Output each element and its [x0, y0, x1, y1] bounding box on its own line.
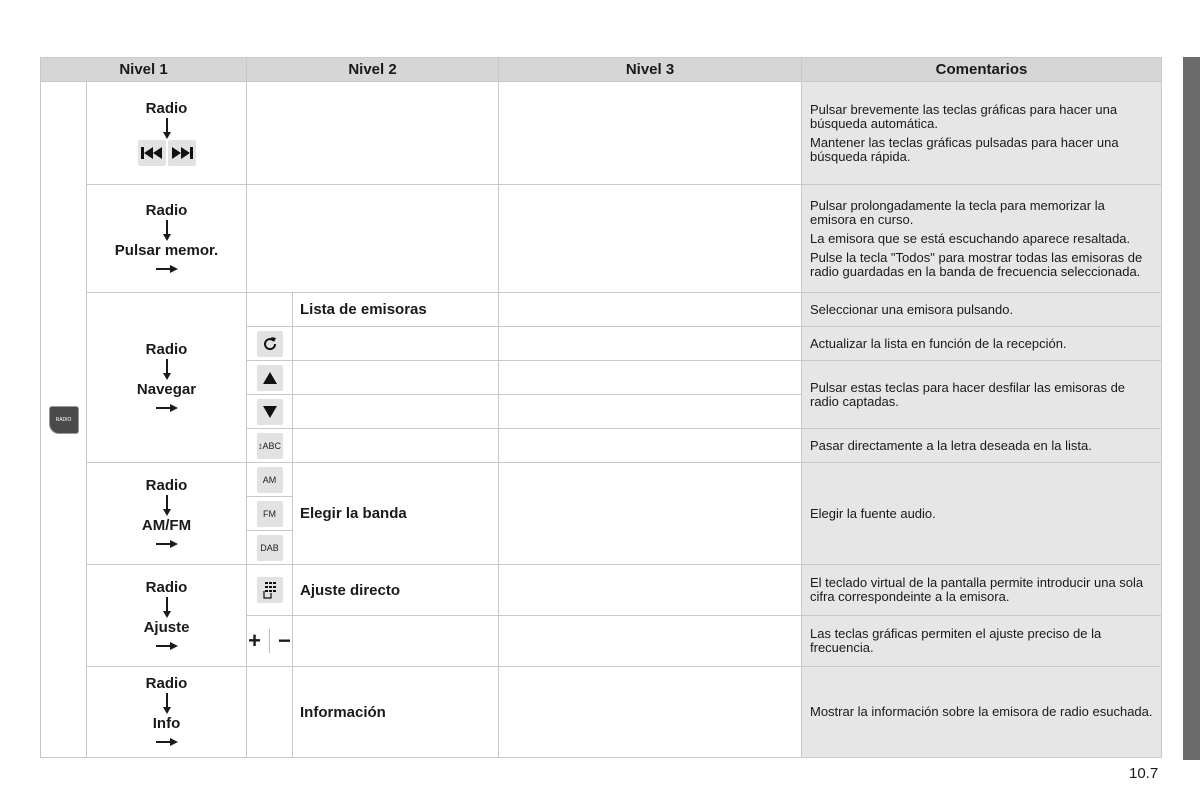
- level3-empty: [499, 361, 802, 395]
- comment-keypad: [802, 565, 1162, 616]
- level3-empty: [499, 293, 802, 327]
- arrow-right-icon: [156, 537, 178, 551]
- arrow-right-icon: [156, 262, 178, 276]
- level2-empty: [293, 361, 499, 395]
- comment-text: Las teclas gráficas permiten el ajuste preciso de la frecuencia.: [810, 626, 1102, 655]
- level1-label: Radio: [145, 476, 188, 494]
- arrow-down-button-icon: [257, 399, 283, 425]
- level1-label: Radio: [145, 675, 188, 692]
- level2-empty: [293, 395, 499, 429]
- minus-icon: −: [278, 628, 291, 653]
- level1-label: Radio: [145, 100, 188, 117]
- level1-band: [87, 463, 247, 565]
- level3-empty: [499, 565, 802, 616]
- icon-cell-empty: [247, 667, 293, 758]
- comment-text: Mantener las teclas gráficas pulsadas para hacer una búsqueda rápida.: [810, 134, 1119, 164]
- comment-station-list: [802, 293, 1162, 327]
- level3-empty: [499, 463, 802, 565]
- icon-cell: [247, 497, 293, 531]
- level3-empty: [499, 82, 802, 185]
- level1-sublabel: Navegar: [136, 380, 197, 398]
- comment-band: [802, 463, 1162, 565]
- header-nivel-1: Nivel 1: [41, 58, 247, 82]
- am-icon: AM: [257, 467, 283, 493]
- comment-abc: [802, 429, 1162, 463]
- table-row: [41, 293, 1162, 327]
- refresh-icon: [257, 331, 283, 357]
- fm-icon: FM: [257, 501, 283, 527]
- level1-label: Radio: [145, 340, 188, 358]
- seek-forward-icon: [168, 140, 196, 166]
- level2-empty: [293, 327, 499, 361]
- level1-navigate: [87, 293, 247, 463]
- choose-band-label: Elegir la banda: [293, 463, 499, 565]
- comment-text: Pulse la tecla "Todos" para mostrar todas las emisoras de radio guardadas en la banda de frecuencia seleccionada.: [810, 249, 1143, 279]
- comment-info: [802, 667, 1162, 758]
- sidebar-cell: [41, 82, 87, 758]
- station-list-label: Lista de emisoras: [293, 293, 499, 327]
- comment-memory: [802, 185, 1162, 293]
- comment-text: Actualizar la lista en función de la recepción.: [810, 335, 1067, 351]
- level1-sublabel: Info: [152, 715, 181, 732]
- level1-tune: [87, 565, 247, 667]
- table-row: [41, 565, 1162, 616]
- level1-sublabel: AM/FM: [141, 516, 192, 534]
- page-number: 10.7: [1129, 765, 1159, 782]
- chapter-side-tab: [1183, 57, 1200, 760]
- comment-text: Pasar directamente a la letra deseada en la lista.: [810, 437, 1092, 453]
- icon-cell: [247, 395, 293, 429]
- level1-memory: [87, 185, 247, 293]
- level1-info: [87, 667, 247, 758]
- comment-plus-minus: [802, 616, 1162, 667]
- level1-label: Radio: [145, 578, 188, 596]
- level1-seek: [87, 82, 247, 185]
- icon-cell: [247, 361, 293, 395]
- plus-minus-buttons: [248, 628, 291, 654]
- icon-cell: [247, 531, 293, 565]
- icon-cell: [247, 429, 293, 463]
- level3-empty: [499, 616, 802, 667]
- comment-seek: [802, 82, 1162, 185]
- table-row: [41, 185, 1162, 293]
- comment-text: Mostrar la información sobre la emisora de radio esuchada.: [810, 704, 1153, 719]
- level3-empty: [499, 667, 802, 758]
- level2-empty: [247, 82, 499, 185]
- table-row: [41, 463, 1162, 497]
- icon-cell: [247, 616, 293, 667]
- icon-cell-empty: [247, 293, 293, 327]
- level3-empty: [499, 185, 802, 293]
- keypad-icon: [257, 577, 283, 603]
- seek-buttons: [138, 140, 196, 166]
- abc-icon: ↕ ABC: [257, 433, 283, 459]
- header-nivel-2: Nivel 2: [247, 58, 499, 82]
- arrow-up-icon: [257, 365, 283, 391]
- table-row: [41, 82, 1162, 185]
- radio-button-icon: RADIO: [49, 406, 79, 434]
- level3-empty: [499, 429, 802, 463]
- comment-scroll: [802, 361, 1162, 429]
- comment-text: El teclado virtual de la pantalla permite introducir una sola cifra correspondeinte a la emisora.: [810, 575, 1144, 604]
- comment-text: Pulsar brevemente las teclas gráficas para hacer una búsqueda automática.: [810, 101, 1118, 131]
- level1-sublabel: Pulsar memor.: [114, 241, 219, 259]
- header-row: [41, 58, 1162, 82]
- header-nivel-3: Nivel 3: [499, 58, 802, 82]
- plus-icon: +: [248, 628, 261, 653]
- comment-text: La emisora que se está escuchando aparece resaltada.: [810, 230, 1131, 246]
- arrow-right-icon: [156, 639, 178, 653]
- level2-empty: [247, 185, 499, 293]
- arrow-right-icon: [156, 735, 178, 749]
- dab-icon: DAB: [257, 535, 283, 561]
- information-label: Información: [293, 667, 499, 758]
- level2-empty: [293, 616, 499, 667]
- direct-tune-label: Ajuste directo: [293, 565, 499, 616]
- comment-text: Pulsar estas teclas para hacer desfilar las emisoras de radio captadas.: [810, 379, 1126, 409]
- icon-cell: [247, 327, 293, 361]
- level1-sublabel: Ajuste: [143, 618, 190, 636]
- comment-text: Seleccionar una emisora pulsando.: [810, 301, 1014, 317]
- comment-text: Elegir la fuente audio.: [810, 505, 936, 521]
- icon-cell: [247, 565, 293, 616]
- level3-empty: [499, 327, 802, 361]
- icon-cell: [247, 463, 293, 497]
- seek-back-icon: [138, 140, 166, 166]
- header-comentarios: Comentarios: [802, 58, 1162, 82]
- abc-label: ABC: [262, 440, 281, 451]
- table-row: [41, 667, 1162, 758]
- arrow-right-icon: [156, 401, 178, 415]
- comment-refresh: [802, 327, 1162, 361]
- level2-empty: [293, 429, 499, 463]
- level1-label: Radio: [145, 201, 188, 219]
- comment-text: Pulsar prolongadamente la tecla para memorizar la emisora en curso.: [810, 197, 1105, 227]
- level3-empty: [499, 395, 802, 429]
- radio-menu-table: [40, 57, 1162, 758]
